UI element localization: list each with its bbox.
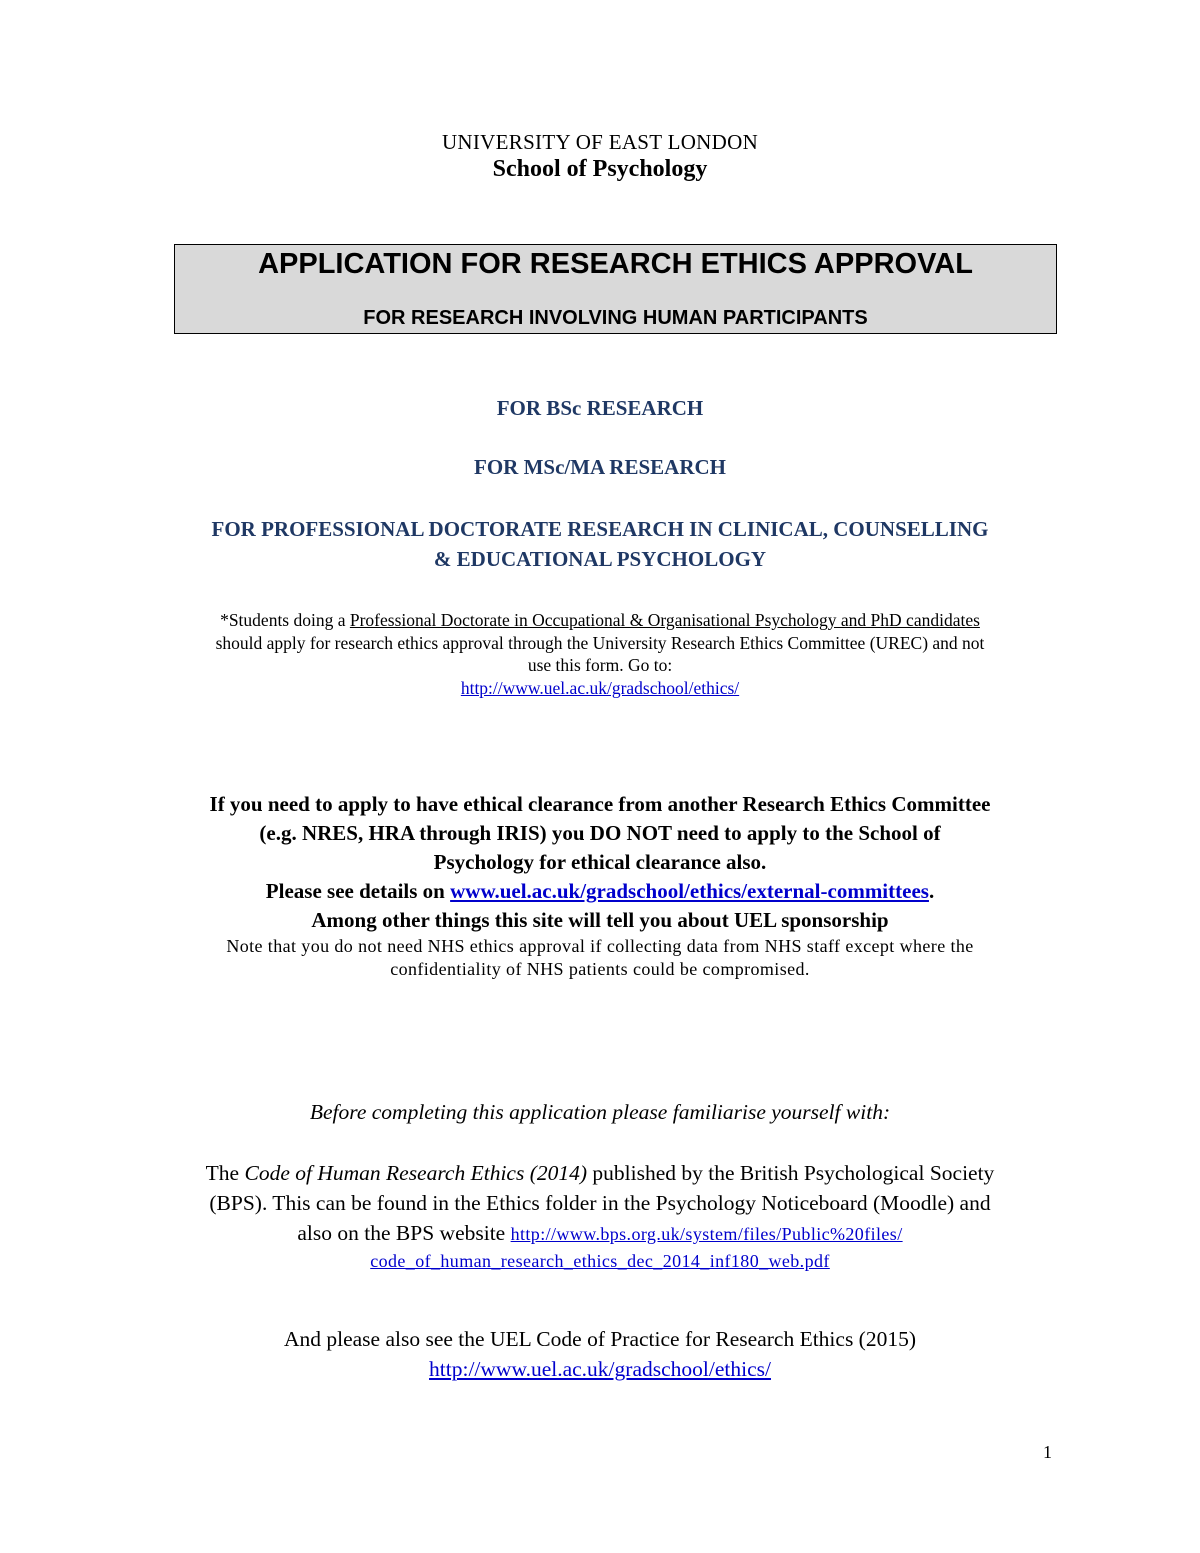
note-underlined: Professional Doctorate in Occupational & Organisational Psychology and PhD candidates (349, 610, 980, 630)
nhs-note-line-1: Note that you do not need NHS ethics approval if collecting data from NHS staff except where the (226, 936, 974, 956)
uel-ethics-link[interactable]: http://www.uel.ac.uk/gradschool/ethics/ (429, 1357, 771, 1381)
see-details-prefix: Please see details on (265, 879, 451, 903)
school-name: School of Psychology (492, 156, 708, 182)
bsc-research-heading: FOR BSc RESEARCH (496, 396, 704, 420)
form-subtitle: FOR RESEARCH INVOLVING HUMAN PARTICIPANTS (363, 307, 868, 329)
uel-code-section (0, 1324, 1200, 1384)
msc-research-heading: FOR MSc/MA RESEARCH (474, 455, 726, 479)
external-line-1: If you need to apply to have ethical clearance from another Research Ethics Committee (209, 792, 991, 816)
urec-note (0, 609, 1200, 699)
bps-line-3-prefix: also on the BPS website (297, 1221, 511, 1245)
bps-line-1-rest: published by the British Psychological Society (587, 1161, 995, 1185)
external-committees-link[interactable]: www.uel.ac.uk/gradschool/ethics/external-committees (450, 879, 929, 903)
urec-link[interactable]: http://www.uel.ac.uk/gradschool/ethics/ (460, 677, 740, 698)
doctorate-line-2: & EDUCATIONAL PSYCHOLOGY (433, 547, 767, 571)
uel-code-text: And please also see the UEL Code of Practice for Research Ethics (2015) (283, 1327, 917, 1351)
external-committee-section (0, 790, 1200, 980)
note-line-2: should apply for research ethics approval through the University Research Ethics Committee (UREC) and not (215, 632, 985, 653)
external-line-3: Psychology for ethical clearance also. (433, 850, 767, 874)
doctorate-line-1: FOR PROFESSIONAL DOCTORATE RESEARCH IN CLINICAL, COUNSELLING (211, 517, 989, 541)
nhs-note-line-2: confidentiality of NHS patients could be compromised. (390, 958, 810, 979)
bps-link-part-1[interactable]: http://www.bps.org.uk/system/files/Public%20files/ (510, 1224, 903, 1244)
bps-code-section (0, 1158, 1200, 1272)
note-prefix: *Students doing a (220, 610, 350, 630)
bps-line-2: (BPS). This can be found in the Ethics folder in the Psychology Noticeboard (Moodle) and (209, 1191, 991, 1215)
sponsorship-line: Among other things this site will tell you about UEL sponsorship (311, 908, 889, 932)
bps-the: The (205, 1161, 245, 1185)
bps-code-title: Code of Human Research Ethics (2014) (244, 1161, 588, 1185)
bps-link-part-2[interactable]: code_of_human_research_ethics_dec_2014_inf180_web.pdf (370, 1251, 830, 1271)
external-line-2: (e.g. NRES, HRA through IRIS) you DO NOT need to apply to the School of (259, 821, 941, 845)
note-line-3: use this form. Go to: (527, 655, 673, 675)
university-name: UNIVERSITY OF EAST LONDON (441, 130, 759, 154)
doctorate-research-heading (0, 514, 1200, 574)
page-number: 1 (1043, 1442, 1052, 1462)
before-completing-text: Before completing this application please familiarise yourself with: (309, 1100, 891, 1124)
title-box (174, 244, 1057, 334)
form-title: APPLICATION FOR RESEARCH ETHICS APPROVAL (258, 248, 973, 280)
see-details-suffix: . (928, 879, 935, 903)
